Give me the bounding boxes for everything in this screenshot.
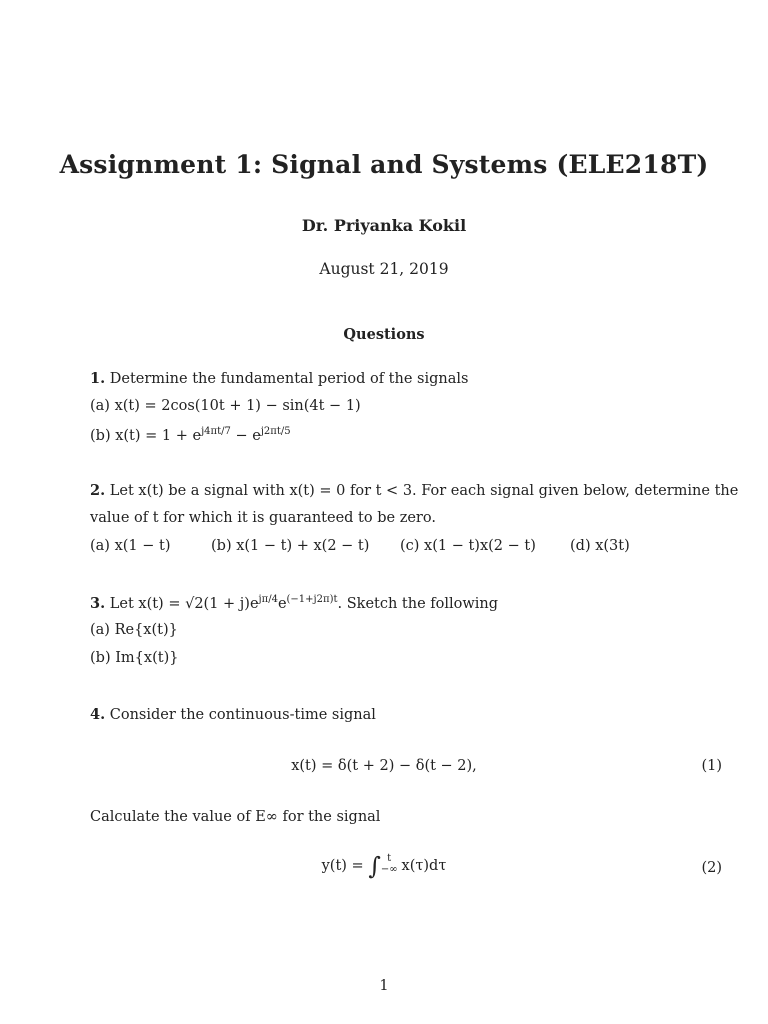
question-number: 3. [90,594,106,612]
exponent: jπ/4 [258,594,278,605]
question-text: Consider the continuous-time signal [109,707,376,723]
exponent: j2πt/5 [260,426,291,437]
author-name: Dr. Priyanka Kokil [301,216,467,235]
question-number: 2. [90,482,106,499]
question-text: Let x(t) = √2(1 + j)e [109,595,259,612]
equation-1-number: (1) [701,758,722,774]
integral-limits [381,853,398,875]
integrand: x(τ)dτ [401,858,447,874]
question-2-line-1 [90,482,739,499]
section-heading: Questions [343,326,425,343]
question-1-part-a: (a) x(t) = 2cos(10t + 1) − sin(4t − 1) [90,398,361,414]
question-text: Let x(t) be a signal with x(t) = 0 for t < 3. For each signal given below, determine the [109,483,739,499]
lower-limit: −∞ [380,864,398,875]
page-number: 1 [379,978,389,994]
equation-1: x(t) = δ(t + 2) − δ(t − 2), [291,758,477,774]
part-b-middle: − e [230,427,261,444]
equation-2-number: (2) [701,860,722,876]
question-text: . Sketch the following [337,595,499,612]
question-text: Determine the fundamental period of the signals [109,371,469,387]
part-b-prefix: (b) x(t) = 1 + e [90,427,202,444]
question-2-option-b: (b) x(1 − t) + x(2 − t) [211,538,370,554]
exponent: j4πt/7 [201,426,231,437]
question-number: 1. [90,370,106,387]
question-2-option-c: (c) x(1 − t)x(2 − t) [400,538,536,554]
question-2-line-2: value of t for which it is guaranteed to be zero. [90,510,436,526]
equation-lhs: y(t) = [321,858,369,874]
exponent: (−1+j2π)t [286,594,338,605]
question-2-option-d: (d) x(3t) [570,538,630,554]
document-date: August 21, 2019 [319,260,449,278]
upper-limit: t [387,853,392,864]
question-1-part-b [90,426,291,444]
question-3-part-b: (b) Im{x(t)} [90,650,179,666]
question-number: 4. [90,706,106,723]
integral-sign: ∫ [368,852,381,880]
question-3 [90,594,498,612]
document-title: Assignment 1: Signal and Systems (ELE218T) [59,150,709,179]
question-text: e [277,595,287,612]
question-4 [90,706,376,723]
equation-2 [0,852,768,880]
question-4-text-2: Calculate the value of E∞ for the signal [90,809,381,825]
question-1 [90,370,468,387]
question-3-part-a: (a) Re{x(t)} [90,622,178,638]
question-2-option-a: (a) x(1 − t) [90,538,171,554]
